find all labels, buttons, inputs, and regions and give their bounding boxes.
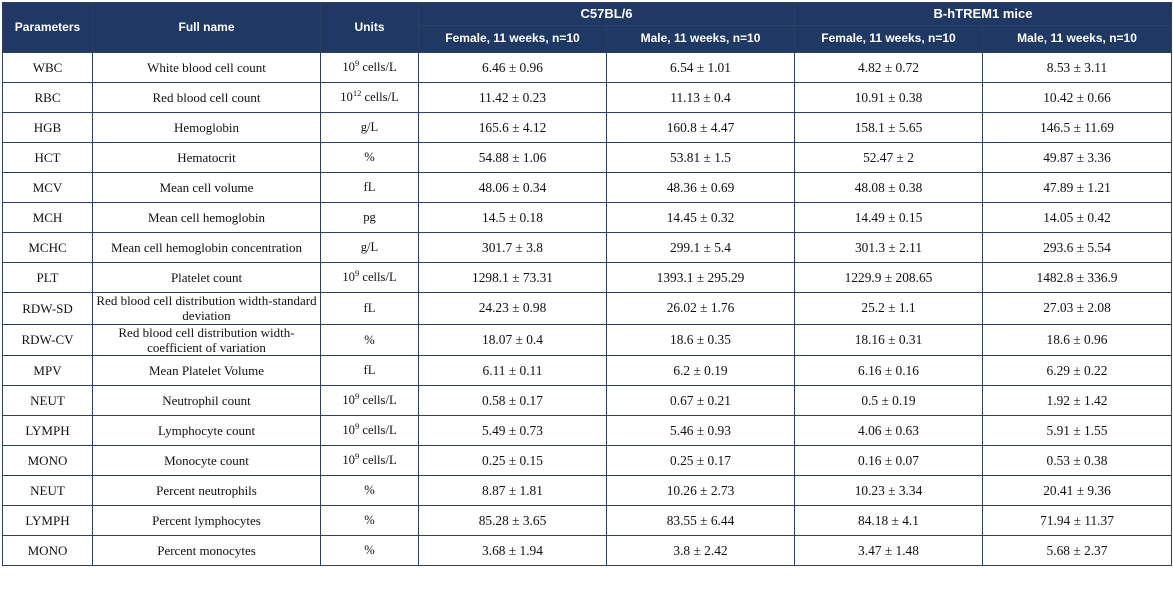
cell-value-1: 6.46 ± 0.96 — [419, 53, 607, 83]
cell-value-3: 4.06 ± 0.63 — [795, 416, 983, 446]
table-row — [3, 416, 1172, 446]
cell-value-3: 1229.9 ± 208.65 — [795, 263, 983, 293]
cell-parameter: MCHC — [3, 233, 93, 263]
cell-value-1: 5.49 ± 0.73 — [419, 416, 607, 446]
cell-value-1: 14.5 ± 0.18 — [419, 203, 607, 233]
cell-value-3: 158.1 ± 5.65 — [795, 113, 983, 143]
table-row — [3, 356, 1172, 386]
cell-parameter: MCH — [3, 203, 93, 233]
cell-units: $10^9$ cells/L — [321, 386, 419, 416]
cell-units: % — [321, 476, 419, 506]
cell-value-1: 11.42 ± 0.23 — [419, 83, 607, 113]
table-row — [3, 173, 1172, 203]
group-header-bhtrem1: B-hTREM1 mice — [795, 3, 1172, 26]
cell-value-4: 146.5 ± 11.69 — [983, 113, 1172, 143]
table-row — [3, 476, 1172, 506]
cell-units: g/L — [321, 113, 419, 143]
cell-units: $10^9$ cells/L — [321, 263, 419, 293]
cell-full-name: Hematocrit — [93, 143, 321, 173]
cell-value-1: 24.23 ± 0.98 — [419, 293, 607, 325]
cell-parameter: HCT — [3, 143, 93, 173]
subheader-bhtrem1-female: Female, 11 weeks, n=10 — [795, 26, 983, 53]
table-row — [3, 324, 1172, 356]
subheader-bhtrem1-male: Male, 11 weeks, n=10 — [983, 26, 1172, 53]
cell-parameter: MONO — [3, 446, 93, 476]
cell-parameter: MPV — [3, 356, 93, 386]
cell-full-name: Mean Platelet Volume — [93, 356, 321, 386]
cell-units: % — [321, 324, 419, 356]
cell-value-2: 11.13 ± 0.4 — [607, 83, 795, 113]
cell-units: fL — [321, 356, 419, 386]
cell-value-3: 0.5 ± 0.19 — [795, 386, 983, 416]
cell-value-3: 6.16 ± 0.16 — [795, 356, 983, 386]
table-row — [3, 233, 1172, 263]
cell-value-2: 26.02 ± 1.76 — [607, 293, 795, 325]
cell-full-name: Mean cell hemoglobin concentration — [93, 233, 321, 263]
cell-parameter: MONO — [3, 536, 93, 566]
cell-value-4: 293.6 ± 5.54 — [983, 233, 1172, 263]
cell-parameter: RBC — [3, 83, 93, 113]
cell-parameter: LYMPH — [3, 506, 93, 536]
table-row — [3, 263, 1172, 293]
cell-value-1: 54.88 ± 1.06 — [419, 143, 607, 173]
cell-value-4: 27.03 ± 2.08 — [983, 293, 1172, 325]
cell-value-4: 5.68 ± 2.37 — [983, 536, 1172, 566]
cell-units: % — [321, 143, 419, 173]
cell-value-4: 18.6 ± 0.96 — [983, 324, 1172, 356]
cell-value-4: 8.53 ± 3.11 — [983, 53, 1172, 83]
cell-units: $10^9$ cells/L — [321, 446, 419, 476]
hematology-data-table — [2, 2, 1172, 566]
cell-parameter: NEUT — [3, 476, 93, 506]
cell-full-name: Neutrophil count — [93, 386, 321, 416]
cell-value-2: 1393.1 ± 295.29 — [607, 263, 795, 293]
cell-units: $10^9$ cells/L — [321, 53, 419, 83]
cell-parameter: HGB — [3, 113, 93, 143]
cell-full-name: White blood cell count — [93, 53, 321, 83]
cell-value-2: 5.46 ± 0.93 — [607, 416, 795, 446]
cell-value-3: 52.47 ± 2 — [795, 143, 983, 173]
cell-value-1: 301.7 ± 3.8 — [419, 233, 607, 263]
cell-value-1: 165.6 ± 4.12 — [419, 113, 607, 143]
cell-value-3: 84.18 ± 4.1 — [795, 506, 983, 536]
cell-value-1: 85.28 ± 3.65 — [419, 506, 607, 536]
cell-value-1: 1298.1 ± 73.31 — [419, 263, 607, 293]
cell-value-4: 20.41 ± 9.36 — [983, 476, 1172, 506]
cell-value-2: 83.55 ± 6.44 — [607, 506, 795, 536]
group-header-c57bl6: C57BL/6 — [419, 3, 795, 26]
cell-value-3: 48.08 ± 0.38 — [795, 173, 983, 203]
cell-value-2: 0.67 ± 0.21 — [607, 386, 795, 416]
table-row — [3, 536, 1172, 566]
cell-value-1: 0.25 ± 0.15 — [419, 446, 607, 476]
cell-value-3: 18.16 ± 0.31 — [795, 324, 983, 356]
cell-parameter: RDW-SD — [3, 293, 93, 325]
cell-units: % — [321, 506, 419, 536]
cell-value-3: 10.23 ± 3.34 — [795, 476, 983, 506]
header-row-groups — [3, 3, 1172, 26]
cell-value-3: 10.91 ± 0.38 — [795, 83, 983, 113]
cell-value-4: 6.29 ± 0.22 — [983, 356, 1172, 386]
cell-value-2: 299.1 ± 5.4 — [607, 233, 795, 263]
cell-value-2: 14.45 ± 0.32 — [607, 203, 795, 233]
cell-value-2: 10.26 ± 2.73 — [607, 476, 795, 506]
cell-full-name: Percent neutrophils — [93, 476, 321, 506]
cell-value-3: 4.82 ± 0.72 — [795, 53, 983, 83]
cell-parameter: PLT — [3, 263, 93, 293]
cell-value-4: 1.92 ± 1.42 — [983, 386, 1172, 416]
cell-value-1: 6.11 ± 0.11 — [419, 356, 607, 386]
cell-parameter: RDW-CV — [3, 324, 93, 356]
cell-full-name: Mean cell volume — [93, 173, 321, 203]
cell-value-2: 0.25 ± 0.17 — [607, 446, 795, 476]
cell-value-4: 47.89 ± 1.21 — [983, 173, 1172, 203]
cell-full-name: Red blood cell count — [93, 83, 321, 113]
cell-value-2: 6.54 ± 1.01 — [607, 53, 795, 83]
cell-parameter: LYMPH — [3, 416, 93, 446]
cell-value-4: 1482.8 ± 336.9 — [983, 263, 1172, 293]
cell-value-4: 10.42 ± 0.66 — [983, 83, 1172, 113]
cell-full-name: Percent lymphocytes — [93, 506, 321, 536]
cell-full-name: Hemoglobin — [93, 113, 321, 143]
subheader-c57bl6-male: Male, 11 weeks, n=10 — [607, 26, 795, 53]
cell-units: $10^9$ cells/L — [321, 416, 419, 446]
cell-value-1: 3.68 ± 1.94 — [419, 536, 607, 566]
cell-units: $10^{12}$ cells/L — [321, 83, 419, 113]
cell-value-4: 71.94 ± 11.37 — [983, 506, 1172, 536]
cell-units: fL — [321, 173, 419, 203]
cell-value-1: 0.58 ± 0.17 — [419, 386, 607, 416]
column-header-full-name: Full name — [93, 3, 321, 53]
table-row — [3, 506, 1172, 536]
cell-full-name: Red blood cell distribution width-standard deviation — [93, 293, 321, 325]
cell-value-4: 49.87 ± 3.36 — [983, 143, 1172, 173]
table-header — [3, 3, 1172, 53]
cell-value-3: 301.3 ± 2.11 — [795, 233, 983, 263]
table-row — [3, 203, 1172, 233]
subheader-c57bl6-female: Female, 11 weeks, n=10 — [419, 26, 607, 53]
column-header-units: Units — [321, 3, 419, 53]
table-row — [3, 386, 1172, 416]
cell-value-3: 0.16 ± 0.07 — [795, 446, 983, 476]
cell-full-name: Platelet count — [93, 263, 321, 293]
cell-full-name: Lymphocyte count — [93, 416, 321, 446]
cell-units: % — [321, 536, 419, 566]
cell-parameter: NEUT — [3, 386, 93, 416]
cell-value-1: 18.07 ± 0.4 — [419, 324, 607, 356]
cell-full-name: Monocyte count — [93, 446, 321, 476]
cell-value-4: 14.05 ± 0.42 — [983, 203, 1172, 233]
cell-value-2: 3.8 ± 2.42 — [607, 536, 795, 566]
cell-parameter: WBC — [3, 53, 93, 83]
cell-full-name: Red blood cell distribution width-coefficient of variation — [93, 324, 321, 356]
table-row — [3, 143, 1172, 173]
cell-value-4: 5.91 ± 1.55 — [983, 416, 1172, 446]
cell-value-3: 25.2 ± 1.1 — [795, 293, 983, 325]
cell-value-2: 6.2 ± 0.19 — [607, 356, 795, 386]
cell-value-1: 8.87 ± 1.81 — [419, 476, 607, 506]
cell-value-3: 3.47 ± 1.48 — [795, 536, 983, 566]
cell-value-4: 0.53 ± 0.38 — [983, 446, 1172, 476]
table-row — [3, 446, 1172, 476]
table-row — [3, 83, 1172, 113]
hematology-table-page — [0, 2, 1173, 609]
column-header-parameters: Parameters — [3, 3, 93, 53]
cell-value-2: 48.36 ± 0.69 — [607, 173, 795, 203]
cell-value-2: 53.81 ± 1.5 — [607, 143, 795, 173]
cell-value-3: 14.49 ± 0.15 — [795, 203, 983, 233]
table-row — [3, 53, 1172, 83]
cell-full-name: Percent monocytes — [93, 536, 321, 566]
cell-units: fL — [321, 293, 419, 325]
cell-value-2: 160.8 ± 4.47 — [607, 113, 795, 143]
cell-value-1: 48.06 ± 0.34 — [419, 173, 607, 203]
cell-units: g/L — [321, 233, 419, 263]
table-row — [3, 293, 1172, 325]
table-body — [3, 53, 1172, 566]
cell-units: pg — [321, 203, 419, 233]
cell-parameter: MCV — [3, 173, 93, 203]
table-row — [3, 113, 1172, 143]
cell-value-2: 18.6 ± 0.35 — [607, 324, 795, 356]
cell-full-name: Mean cell hemoglobin — [93, 203, 321, 233]
